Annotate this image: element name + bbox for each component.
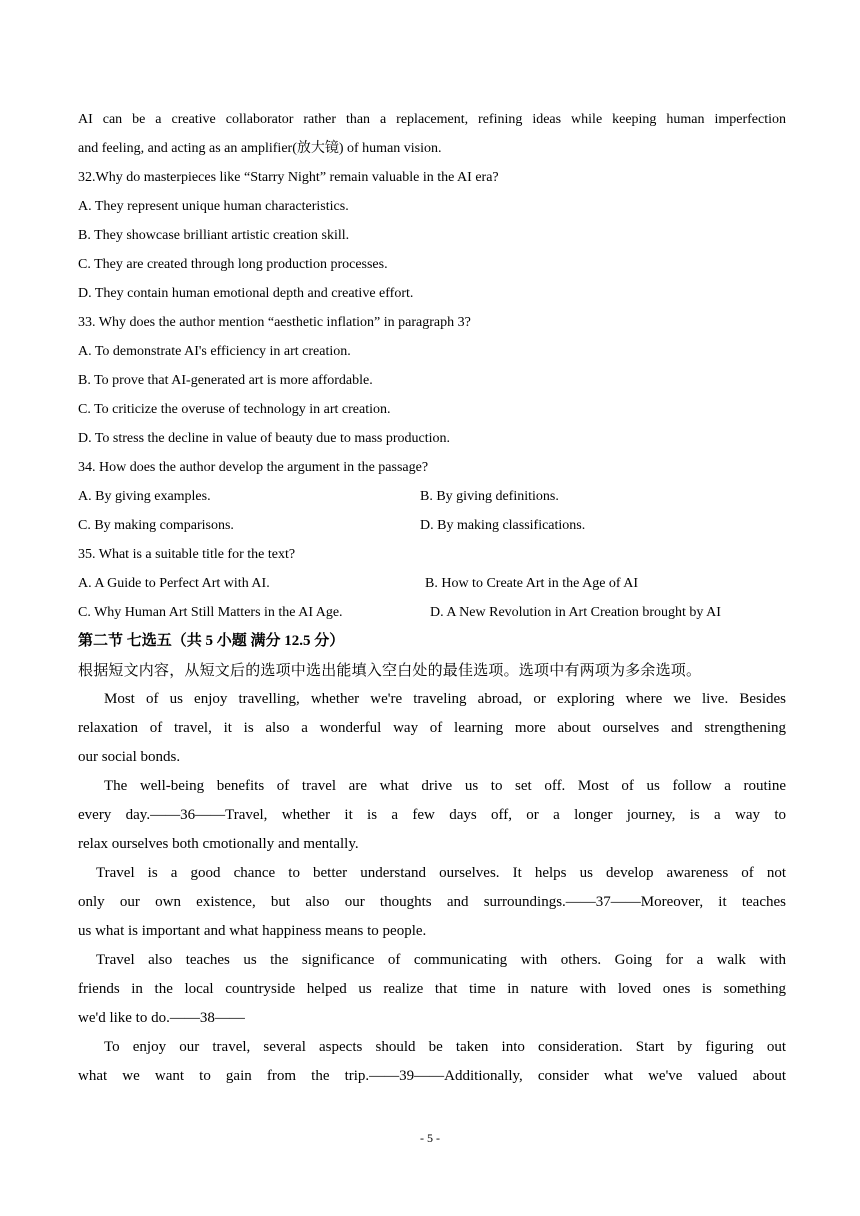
question-35-option-a: A. A Guide to Perfect Art with AI. <box>78 576 270 591</box>
section-instruction: 根据短文内容，从短文后的选项中选出能填入空白处的最佳选项。选项中有两项为多余选项。 <box>78 661 702 679</box>
passage-p3-line-1: Travel is a good chance to better understand ourselves. It helps us develop awareness of not <box>96 865 786 881</box>
question-33-stem: 33. Why does the author mention “aesthetic inflation” in paragraph 3? <box>78 315 471 330</box>
question-33-option-d: D. To stress the decline in value of beauty due to mass production. <box>78 431 451 446</box>
question-35-option-d: D. A New Revolution in Art Creation brought by AI <box>430 605 721 620</box>
question-33-option-b: B. To prove that AI-generated art is more affordable. <box>78 373 373 388</box>
page-number: - 5 - <box>420 1131 440 1145</box>
passage-p4-line-2: friends in the local countryside helped us realize that time in nature with loved ones is something <box>78 981 786 997</box>
passage-p3-line-2: only our own existence, but also our thoughts and surroundings.——37——Moreover, it teaches <box>78 894 786 910</box>
passage-p5-line-2: what we want to gain from the trip.——39——Additionally, consider what we've valued about <box>78 1068 786 1084</box>
question-32-option-b: B. They showcase brilliant artistic creation skill. <box>78 228 350 243</box>
question-34-stem: 34. How does the author develop the argument in the passage? <box>78 460 429 475</box>
question-33-option-c: C. To criticize the overuse of technology in art creation. <box>78 402 391 417</box>
question-33-option-a: A. To demonstrate AI's efficiency in art creation. <box>78 344 351 359</box>
question-35-option-c: C. Why Human Art Still Matters in the AI Age. <box>78 605 343 620</box>
passage-p2-line-2: every day.——36——Travel, whether it is a few days off, or a longer journey, is a way to <box>78 807 786 823</box>
passage-p1-line-3: our social bonds. <box>78 749 181 765</box>
question-34-option-b: B. By giving definitions. <box>420 489 559 504</box>
intro-line-2: and feeling, and acting as an amplifier(放大镜) of human vision. <box>78 141 442 156</box>
section-heading: 第二节 七选五（共 5 小题 满分 12.5 分） <box>78 633 345 649</box>
intro-line-1: AI can be a creative collaborator rather than a replacement, refining ideas while keeping human imperfection <box>78 112 786 127</box>
passage-p5-line-1: To enjoy our travel, several aspects should be taken into consideration. Start by figuring out <box>104 1039 786 1055</box>
question-32-option-a: A. They represent unique human characteristics. <box>78 199 349 214</box>
question-32-option-c: C. They are created through long production processes. <box>78 257 388 272</box>
passage-p4-line-1: Travel also teaches us the significance of communicating with others. Going for a walk with <box>96 952 786 968</box>
question-35-option-b: B. How to Create Art in the Age of AI <box>425 576 639 591</box>
passage-p2-line-1: The well-being benefits of travel are what drive us to set off. Most of us follow a routine <box>104 778 786 794</box>
question-32-stem: 32.Why do masterpieces like “Starry Night” remain valuable in the AI era? <box>78 170 499 185</box>
question-34-option-c: C. By making comparisons. <box>78 518 234 533</box>
passage-p1-line-1: Most of us enjoy travelling, whether we're traveling abroad, or exploring where we live. Besides <box>104 691 786 707</box>
passage-p3-line-3: us what is important and what happiness means to people. <box>78 923 427 939</box>
passage-p2-line-3: relax ourselves both cmotionally and mentally. <box>78 836 359 852</box>
passage-p4-line-3: we'd like to do.——38—— <box>78 1010 245 1026</box>
question-34-option-d: D. By making classifications. <box>420 518 586 533</box>
question-34-option-a: A. By giving examples. <box>78 489 211 504</box>
passage-p1-line-2: relaxation of travel, it is also a wonderful way of learning more about ourselves and strengthening <box>78 720 786 736</box>
question-35-stem: 35. What is a suitable title for the text? <box>78 547 296 562</box>
question-32-option-d: D. They contain human emotional depth and creative effort. <box>78 286 414 301</box>
